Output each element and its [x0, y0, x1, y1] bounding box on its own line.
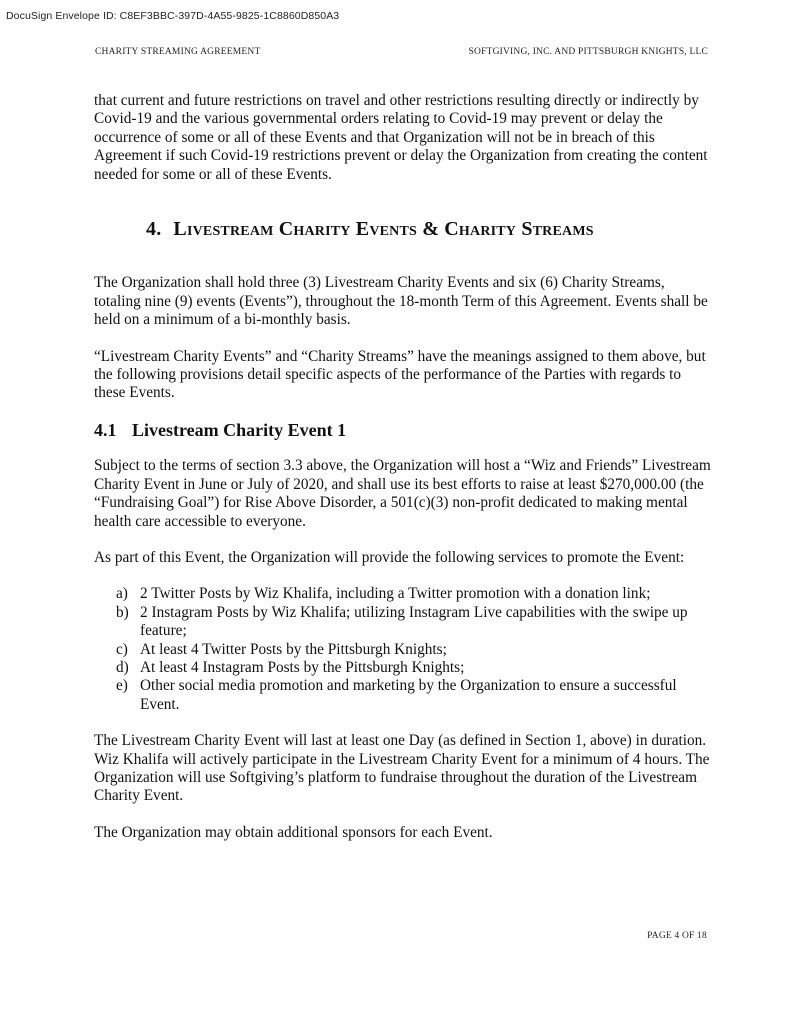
list-item-text: Other social media promotion and marketing by the Organization to ensure a successful Event. [140, 677, 677, 713]
list-item-text: At least 4 Twitter Posts by the Pittsburgh Knights; [140, 640, 447, 658]
list-marker: c) [116, 640, 128, 658]
list-item [116, 677, 712, 714]
subsection-heading [94, 421, 712, 439]
list-marker: d) [116, 658, 129, 676]
list-item [116, 585, 712, 603]
body-paragraph: Subject to the terms of section 3.3 above, the Organization will host a “Wiz and Friends” Livestream Charity Event in June or July of 2020, and shall use its best efforts to raise at least $270,000.00 (the “Fundraising Goal”) for Rise Above Disorder, a 501(c)(3) non-profit dedicated to making mental health care accessible to everyone. [94, 457, 711, 530]
docusign-envelope-id: DocuSign Envelope ID: C8EF3BBC-397D-4A55-9825-1C8860D850A3 [6, 10, 340, 22]
section-title: Livestream Charity Events & Charity Streams [173, 218, 594, 241]
running-header-left: CHARITY STREAMING AGREEMENT [95, 47, 261, 57]
body-paragraph: The Livestream Charity Event will last at least one Day (as defined in Section 1, above) in duration. Wiz Khalifa will actively participate in the Livestream Charity Event for a minimum of 4 hours. The Organization will use Softgiving’s platform to fundraise throughout the duration of the Livestream Charity Event. [94, 732, 710, 805]
promotion-list [94, 585, 712, 714]
list-item-text: At least 4 Instagram Posts by the Pittsburgh Knights; [140, 658, 465, 676]
page-body [94, 92, 712, 842]
body-paragraph: “Livestream Charity Events” and “Charity Streams” have the meanings assigned to them above, but the following provisions detail specific aspects of the performance of the Parties with regards to these Events. [94, 347, 706, 402]
body-paragraph: As part of this Event, the Organization will provide the following services to promote the Event: [94, 548, 685, 566]
intro-paragraph: that current and future restrictions on travel and other restrictions resulting directly or indirectly by Covid-19 and the various governmental orders relating to Covid-19 may prevent or delay the occurrence of some or all of these Events and that Organization will not be in breach of this Agreement if such Covid-19 restrictions prevent or delay the Organization from creating the content needed for some or all of these Events. [94, 92, 708, 183]
list-item [116, 641, 712, 659]
section-number: 4. [146, 218, 162, 241]
body-paragraph: The Organization shall hold three (3) Livestream Charity Events and six (6) Charity Streams, totaling nine (9) events (Events”), throughout the 18-month Term of this Agreement. Events shall be held on a minimum of a bi-monthly basis. [94, 274, 708, 329]
list-marker: a) [116, 585, 128, 603]
list-item-text: 2 Twitter Posts by Wiz Khalifa, including a Twitter promotion with a donation link; [140, 585, 651, 603]
running-header-right: SOFTGIVING, INC. AND PITTSBURGH KNIGHTS, LLC [468, 47, 708, 57]
list-marker: b) [116, 603, 129, 621]
subsection-title: Livestream Charity Event 1 [132, 419, 347, 440]
page-number: PAGE 4 OF 18 [647, 931, 707, 941]
subsection-number: 4.1 [94, 419, 117, 440]
body-paragraph: The Organization may obtain additional sponsors for each Event. [94, 823, 493, 841]
section-heading [94, 218, 712, 241]
list-item [116, 659, 712, 677]
list-marker: e) [116, 677, 128, 695]
list-item-text: 2 Instagram Posts by Wiz Khalifa; utilizing Instagram Live capabilities with the swipe up feature; [140, 603, 688, 640]
list-item [116, 604, 712, 641]
